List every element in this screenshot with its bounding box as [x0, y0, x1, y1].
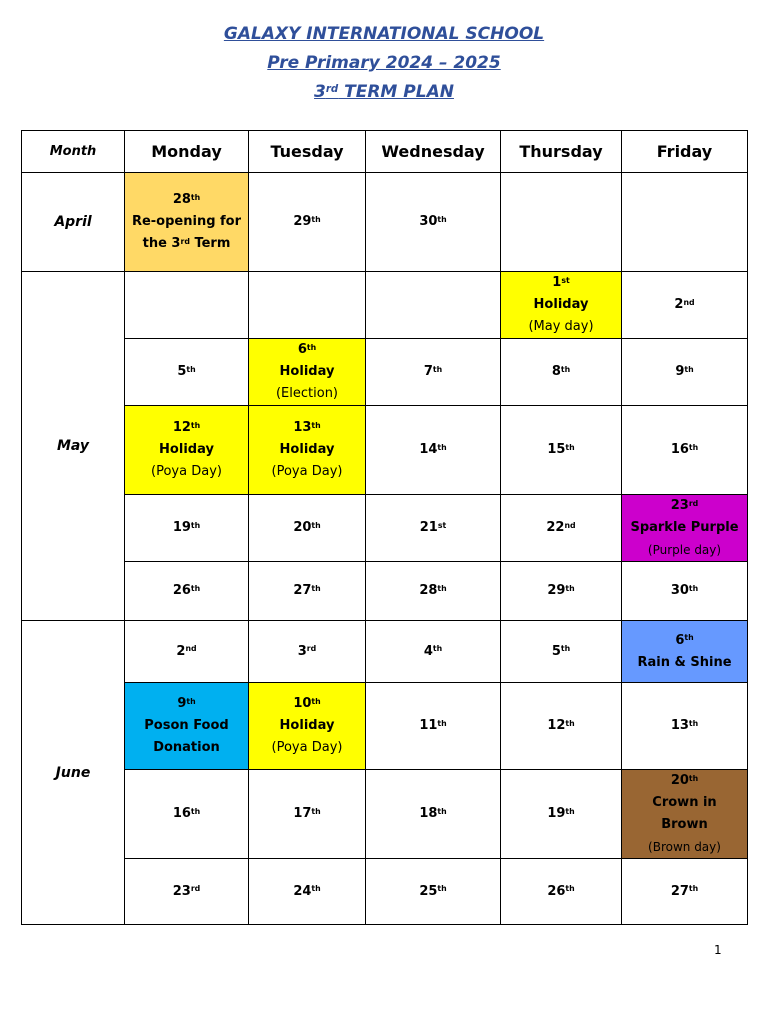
- date-suffix: th: [565, 806, 575, 816]
- event-text: Donation: [153, 740, 220, 755]
- event-text: Holiday: [533, 297, 589, 312]
- date-suffix: th: [437, 442, 447, 452]
- day-cell: [622, 859, 748, 925]
- month-cell-may: May: [22, 272, 125, 621]
- day-cell: [366, 683, 501, 770]
- date-value: 18: [419, 806, 438, 821]
- day-cell: [125, 683, 249, 770]
- week-row: [22, 339, 748, 406]
- event-text: Holiday: [279, 364, 335, 379]
- week-row: [22, 859, 748, 925]
- date-number: [251, 803, 363, 825]
- date-value: 11: [419, 718, 438, 733]
- date-number: [368, 439, 498, 461]
- event-label: [503, 294, 619, 316]
- event-note: [251, 737, 363, 759]
- date-value: 29: [547, 583, 566, 598]
- date-suffix: nd: [683, 297, 695, 307]
- event-label: [624, 792, 745, 814]
- date-number: [624, 881, 745, 903]
- day-cell: [622, 562, 748, 621]
- day-cell: [501, 339, 622, 406]
- date-value: 2: [176, 643, 186, 659]
- date-number: [503, 439, 619, 461]
- date-value: 9: [675, 364, 685, 379]
- date-number: [251, 641, 363, 663]
- event-text: (Poya Day): [271, 740, 343, 755]
- event-text: Sparkle Purple: [630, 520, 739, 535]
- date-value: 30: [670, 583, 689, 598]
- date-number: [503, 580, 619, 602]
- date-number: [368, 517, 498, 539]
- date-number: [624, 439, 745, 461]
- date-number: [127, 417, 246, 439]
- week-row: [22, 406, 748, 495]
- day-cell: [249, 683, 366, 770]
- event-label: [127, 211, 246, 233]
- date-suffix: th: [565, 718, 575, 728]
- empty-day-cell: [622, 173, 748, 272]
- date-number: [127, 641, 246, 663]
- date-value: 6: [675, 632, 685, 648]
- day-cell: [366, 406, 501, 495]
- event-text: the 3: [142, 236, 181, 251]
- date-value: 22: [546, 520, 565, 535]
- event-text: (Election): [275, 386, 339, 401]
- day-cell: [366, 339, 501, 406]
- event-label: [251, 361, 363, 383]
- date-number: [127, 803, 246, 825]
- date-number: [251, 693, 363, 715]
- date-suffix: th: [688, 583, 699, 593]
- date-suffix: th: [437, 884, 447, 893]
- date-suffix: th: [565, 884, 575, 893]
- date-value: 4: [423, 643, 433, 659]
- date-suffix: th: [311, 884, 321, 893]
- day-cell: [622, 339, 748, 406]
- academic-year: Pre Primary 2024 – 2025: [267, 53, 501, 73]
- date-value: 21: [419, 520, 438, 535]
- school-name: GALAXY INTERNATIONAL SCHOOL: [223, 24, 545, 44]
- event-text: (Poya Day): [271, 464, 343, 479]
- day-cell: [125, 495, 249, 562]
- date-suffix: th: [311, 696, 321, 706]
- day-cell: [125, 859, 249, 925]
- date-suffix: th: [432, 644, 443, 653]
- event-text-suffix: rd: [180, 236, 190, 246]
- date-number: [368, 211, 498, 233]
- date-number: [503, 641, 619, 663]
- event-note: [503, 316, 619, 338]
- date-value: 20: [670, 773, 689, 788]
- week-row: [22, 683, 748, 770]
- date-number: [624, 630, 745, 652]
- event-note: [127, 461, 246, 483]
- date-number: [503, 361, 619, 383]
- date-value: 28: [172, 192, 191, 207]
- day-cell: [622, 770, 748, 859]
- date-suffix: st: [561, 275, 570, 285]
- date-suffix: st: [437, 520, 447, 530]
- header-wednesday: Wednesday: [366, 131, 501, 173]
- date-number: [624, 294, 745, 316]
- empty-day-cell: [249, 272, 366, 339]
- event-text: (Purple day): [647, 543, 722, 557]
- week-row: [22, 173, 748, 272]
- date-suffix: th: [437, 718, 447, 728]
- date-suffix: th: [437, 806, 447, 816]
- date-suffix: th: [437, 214, 447, 224]
- day-cell: [249, 173, 366, 272]
- date-value: 17: [293, 806, 312, 821]
- date-suffix: th: [186, 696, 196, 706]
- header-month: Month: [22, 131, 125, 173]
- date-value: 6: [297, 342, 307, 357]
- date-value: 8: [551, 364, 561, 379]
- date-value: 13: [670, 718, 689, 733]
- week-row: [22, 770, 748, 859]
- date-value: 19: [172, 520, 191, 535]
- date-suffix: th: [688, 442, 699, 452]
- date-value: 30: [419, 214, 438, 229]
- term-calendar-table: [21, 130, 748, 925]
- date-suffix: rd: [688, 498, 699, 508]
- date-suffix: th: [311, 420, 321, 430]
- event-note: [624, 539, 745, 561]
- date-value: 27: [670, 883, 689, 899]
- day-cell: [125, 173, 249, 272]
- day-cell: [249, 495, 366, 562]
- date-suffix: th: [684, 364, 694, 374]
- event-label: [127, 439, 246, 461]
- date-number: [624, 361, 745, 383]
- day-cell: [366, 173, 501, 272]
- event-label: [251, 439, 363, 461]
- date-suffix: th: [437, 583, 447, 593]
- date-value: 9: [177, 696, 187, 711]
- event-label: [624, 517, 745, 539]
- day-cell: [622, 621, 748, 683]
- date-number: [251, 339, 363, 361]
- event-text: Brown: [661, 817, 708, 832]
- date-number: [251, 417, 363, 439]
- day-cell: [501, 406, 622, 495]
- date-suffix: th: [311, 806, 321, 816]
- date-number: [127, 580, 246, 602]
- date-value: 19: [547, 806, 566, 821]
- day-cell: [366, 562, 501, 621]
- date-value: 28: [419, 583, 438, 598]
- day-cell: [366, 621, 501, 683]
- date-value: 23: [172, 883, 191, 899]
- event-note: [251, 383, 363, 405]
- date-suffix: th: [311, 214, 321, 224]
- date-value: 7: [423, 364, 433, 379]
- date-value: 20: [293, 520, 312, 535]
- day-cell: [622, 495, 748, 562]
- date-value: 23: [670, 498, 689, 513]
- day-cell: [501, 770, 622, 859]
- event-text: Holiday: [279, 442, 335, 457]
- page-number: 1: [714, 943, 722, 957]
- date-number: [251, 211, 363, 233]
- date-value: 5: [551, 643, 561, 659]
- day-cell: [249, 621, 366, 683]
- event-text: (May day): [528, 319, 594, 334]
- event-text: Re-opening for: [131, 214, 242, 229]
- event-text: Holiday: [279, 718, 335, 733]
- date-number: [368, 580, 498, 602]
- week-row: [22, 621, 748, 683]
- date-value: 12: [172, 420, 191, 435]
- day-cell: [622, 406, 748, 495]
- date-number: [503, 803, 619, 825]
- day-cell: [249, 770, 366, 859]
- day-cell: [125, 562, 249, 621]
- date-number: [624, 580, 745, 602]
- date-number: [503, 715, 619, 737]
- day-cell: [125, 406, 249, 495]
- empty-day-cell: [366, 272, 501, 339]
- week-row: [22, 562, 748, 621]
- date-suffix: th: [190, 192, 201, 202]
- date-number: [368, 715, 498, 737]
- date-number: [503, 881, 619, 903]
- day-cell: [366, 770, 501, 859]
- date-suffix: rd: [306, 644, 317, 653]
- event-text: Holiday: [159, 442, 214, 457]
- date-number: [127, 693, 246, 715]
- month-cell-june: June: [22, 621, 125, 925]
- day-cell: [249, 859, 366, 925]
- day-cell: [501, 683, 622, 770]
- date-number: [127, 517, 246, 539]
- date-number: [127, 361, 246, 383]
- date-value: 24: [293, 883, 312, 899]
- event-text: Term: [189, 236, 231, 251]
- date-number: [127, 189, 246, 211]
- date-value: 29: [293, 214, 312, 229]
- date-suffix: nd: [564, 520, 576, 530]
- day-cell: [366, 495, 501, 562]
- date-suffix: th: [311, 583, 321, 593]
- event-label: [127, 715, 246, 737]
- header-row: [22, 131, 748, 173]
- date-suffix: nd: [185, 644, 197, 653]
- date-suffix: th: [190, 806, 201, 816]
- date-suffix: th: [311, 520, 321, 530]
- event-text: Crown in: [652, 795, 717, 810]
- day-cell: [366, 859, 501, 925]
- date-number: [503, 517, 619, 539]
- event-text: (Poya Day): [151, 464, 222, 479]
- date-suffix: th: [306, 342, 317, 352]
- date-value: 10: [293, 696, 312, 711]
- date-number: [368, 641, 498, 663]
- document-title: [0, 20, 768, 107]
- day-cell: [125, 339, 249, 406]
- date-suffix: th: [190, 520, 201, 530]
- date-value: 5: [177, 364, 187, 379]
- date-value: 26: [172, 583, 191, 598]
- event-text: Poson Food: [144, 718, 229, 733]
- header-tuesday: Tuesday: [249, 131, 366, 173]
- empty-day-cell: [125, 272, 249, 339]
- header-monday: Monday: [125, 131, 249, 173]
- day-cell: [622, 683, 748, 770]
- date-number: [624, 495, 745, 517]
- date-number: [624, 715, 745, 737]
- day-cell: [501, 562, 622, 621]
- day-cell: [501, 621, 622, 683]
- event-text: Rain & Shine: [637, 654, 732, 670]
- calendar-body: [22, 173, 748, 925]
- day-cell: [125, 770, 249, 859]
- date-suffix: rd: [190, 884, 201, 893]
- event-label: [624, 814, 745, 836]
- date-suffix: th: [190, 420, 201, 430]
- event-note: [251, 461, 363, 483]
- header-thursday: Thursday: [501, 131, 622, 173]
- date-value: 1: [552, 275, 562, 290]
- date-value: 16: [670, 442, 689, 457]
- week-row: [22, 495, 748, 562]
- date-suffix: th: [688, 718, 699, 728]
- day-cell: [501, 495, 622, 562]
- date-number: [251, 580, 363, 602]
- month-cell-april: April: [22, 173, 125, 272]
- empty-day-cell: [501, 173, 622, 272]
- event-label: [624, 652, 745, 674]
- date-number: [368, 361, 498, 383]
- date-value: 12: [547, 718, 566, 733]
- week-row: [22, 272, 748, 339]
- day-cell: [249, 562, 366, 621]
- day-cell: [249, 339, 366, 406]
- day-cell: [249, 406, 366, 495]
- date-number: [624, 770, 745, 792]
- event-label: [251, 715, 363, 737]
- date-value: 16: [172, 806, 191, 821]
- date-suffix: th: [688, 773, 699, 783]
- term-plan-title: 3rd TERM PLAN: [314, 82, 454, 102]
- date-suffix: th: [190, 583, 201, 593]
- date-value: 25: [419, 883, 438, 899]
- event-label: [127, 737, 246, 759]
- day-cell: [501, 272, 622, 339]
- date-suffix: th: [684, 633, 694, 642]
- date-value: 15: [547, 442, 566, 457]
- date-number: [251, 881, 363, 903]
- date-value: 26: [547, 883, 566, 899]
- day-cell: [622, 272, 748, 339]
- event-text: (Brown day): [648, 840, 721, 854]
- date-suffix: th: [688, 884, 699, 893]
- date-suffix: th: [565, 583, 575, 593]
- date-value: 3: [297, 643, 307, 659]
- day-cell: [501, 859, 622, 925]
- header-friday: Friday: [622, 131, 748, 173]
- event-note: [624, 836, 745, 858]
- event-label: [127, 233, 246, 255]
- date-number: [503, 272, 619, 294]
- date-number: [368, 881, 498, 903]
- date-suffix: th: [560, 364, 571, 374]
- date-value: 13: [293, 420, 312, 435]
- date-number: [127, 881, 246, 903]
- date-suffix: th: [186, 364, 196, 374]
- date-value: 14: [419, 442, 438, 457]
- date-suffix: th: [565, 442, 575, 452]
- date-value: 2: [674, 297, 684, 312]
- date-suffix: th: [560, 644, 571, 653]
- day-cell: [125, 621, 249, 683]
- date-value: 27: [293, 583, 312, 598]
- date-number: [251, 517, 363, 539]
- date-suffix: th: [432, 364, 443, 374]
- date-number: [368, 803, 498, 825]
